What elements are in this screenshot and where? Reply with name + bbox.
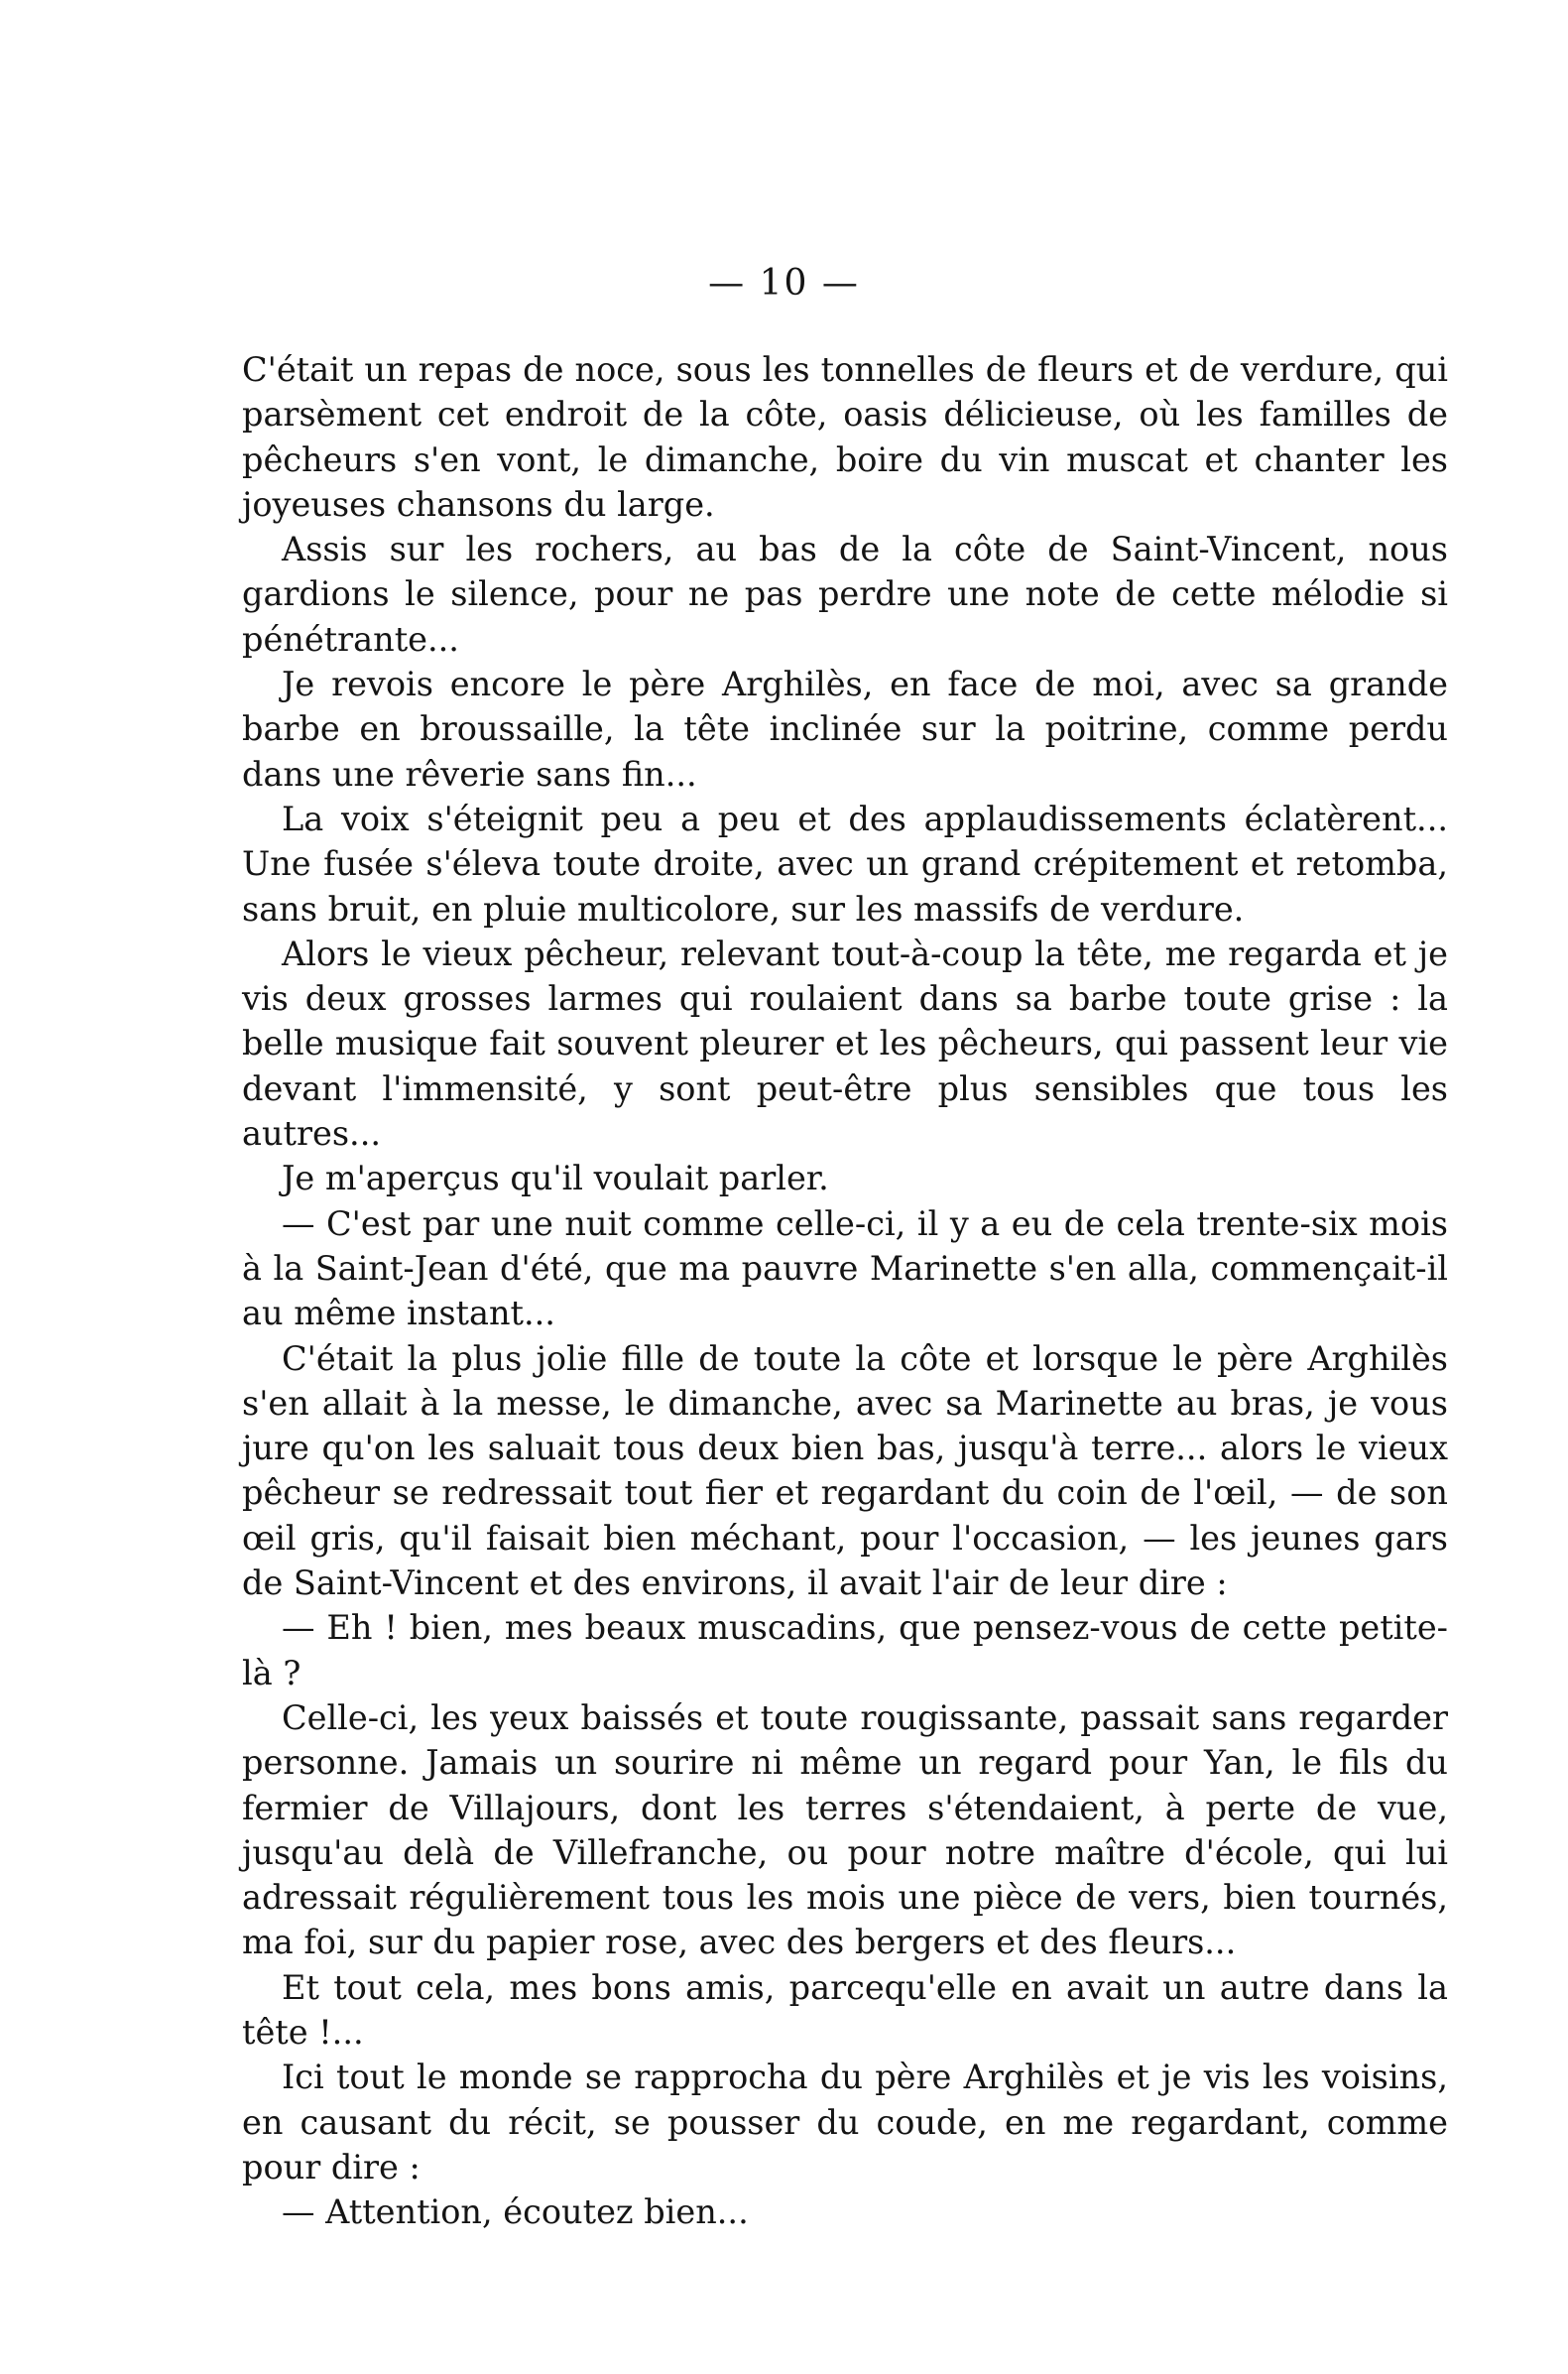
paragraph: — Attention, écoutez bien... xyxy=(282,2192,749,2232)
paragraph: La voix s'éteignit peu a peu et des applaudissements éclatèrent... Une fusée s'éleva toute droite, avec un grand crépitement et retomba, sans bruit, en pluie multicolore, sur les massifs de verdure. xyxy=(242,799,1448,929)
paragraph: Assis sur les rochers, au bas de la côte de Saint-Vincent, nous gardions le silence, pour ne pas perdre une note de cette mélodie si pénétrante... xyxy=(242,530,1448,659)
paragraph: C'était un repas de noce, sous les tonnelles de fleurs et de verdure, qui parsèment cet endroit de la côte, oasis délicieuse, où les familles de pêcheurs s'en vont, le dimanche, boire du vin muscat et chanter les joyeuses chansons du large. xyxy=(242,350,1448,524)
page-number: — 10 — xyxy=(708,263,860,304)
paragraph: — Eh ! bien, mes beaux muscadins, que pensez-vous de cette petite-là ? xyxy=(242,1608,1448,1692)
paragraph: Celle-ci, les yeux baissés et toute rougissante, passait sans regarder personne. Jamais un sourire ni même un regard pour Yan, le fils du fermier de Villajours, dont les terres s'étendaient, à perte de vue, jusqu'au delà de Villefranche, ou pour notre maître d'école, qui lui adressait régulièrement tous les mois une pièce de vers, bien tournés, ma foi, sur du papier rose, avec des bergers et des fleurs... xyxy=(242,1697,1448,1962)
paragraph: Je m'aperçus qu'il voulait parler. xyxy=(282,1159,829,1198)
paragraph: Et tout cela, mes bons amis, parcequ'elle en avait un autre dans la tête !... xyxy=(242,1967,1448,2052)
paragraph: C'était la plus jolie fille de toute la côte et lorsque le père Arghilès s'en allait à la messe, le dimanche, avec sa Marinette au bras, je vous jure qu'on les saluait tous deux bien bas, jusqu'à terre... alors le vieux pêcheur se redressait tout fier et regardant du coin de l'œil, — de son œil gris, qu'il faisait bien méchant, pour l'occasion, — les jeunes gars de Saint-Vincent et des environs, il avait l'air de leur dire : xyxy=(242,1338,1448,1603)
paragraph: Ici tout le monde se rapprocha du père Arghilès et je vis les voisins, en causant du récit, se pousser du coude, en me regardant, comme pour dire : xyxy=(242,2058,1448,2187)
paragraph: Je revois encore le père Arghilès, en face de moi, avec sa grande barbe en broussaille, la tête inclinée sur la poitrine, comme perdu dans une rêverie sans fin... xyxy=(242,665,1448,794)
body-text xyxy=(242,347,1448,2234)
paragraph: Alors le vieux pêcheur, relevant tout-à-coup la tête, me regarda et je vis deux grosses larmes qui roulaient dans sa barbe toute grise : la belle musique fait souvent pleurer et les pêcheurs, qui passent leur vie devant l'immensité, y sont peut-être plus sensibles que tous les autres... xyxy=(242,934,1448,1154)
paragraph: — C'est par une nuit comme celle-ci, il y a eu de cela trente-six mois à la Saint-Jean d'été, que ma pauvre Marinette s'en alla, commençait-il au même instant... xyxy=(242,1203,1448,1333)
